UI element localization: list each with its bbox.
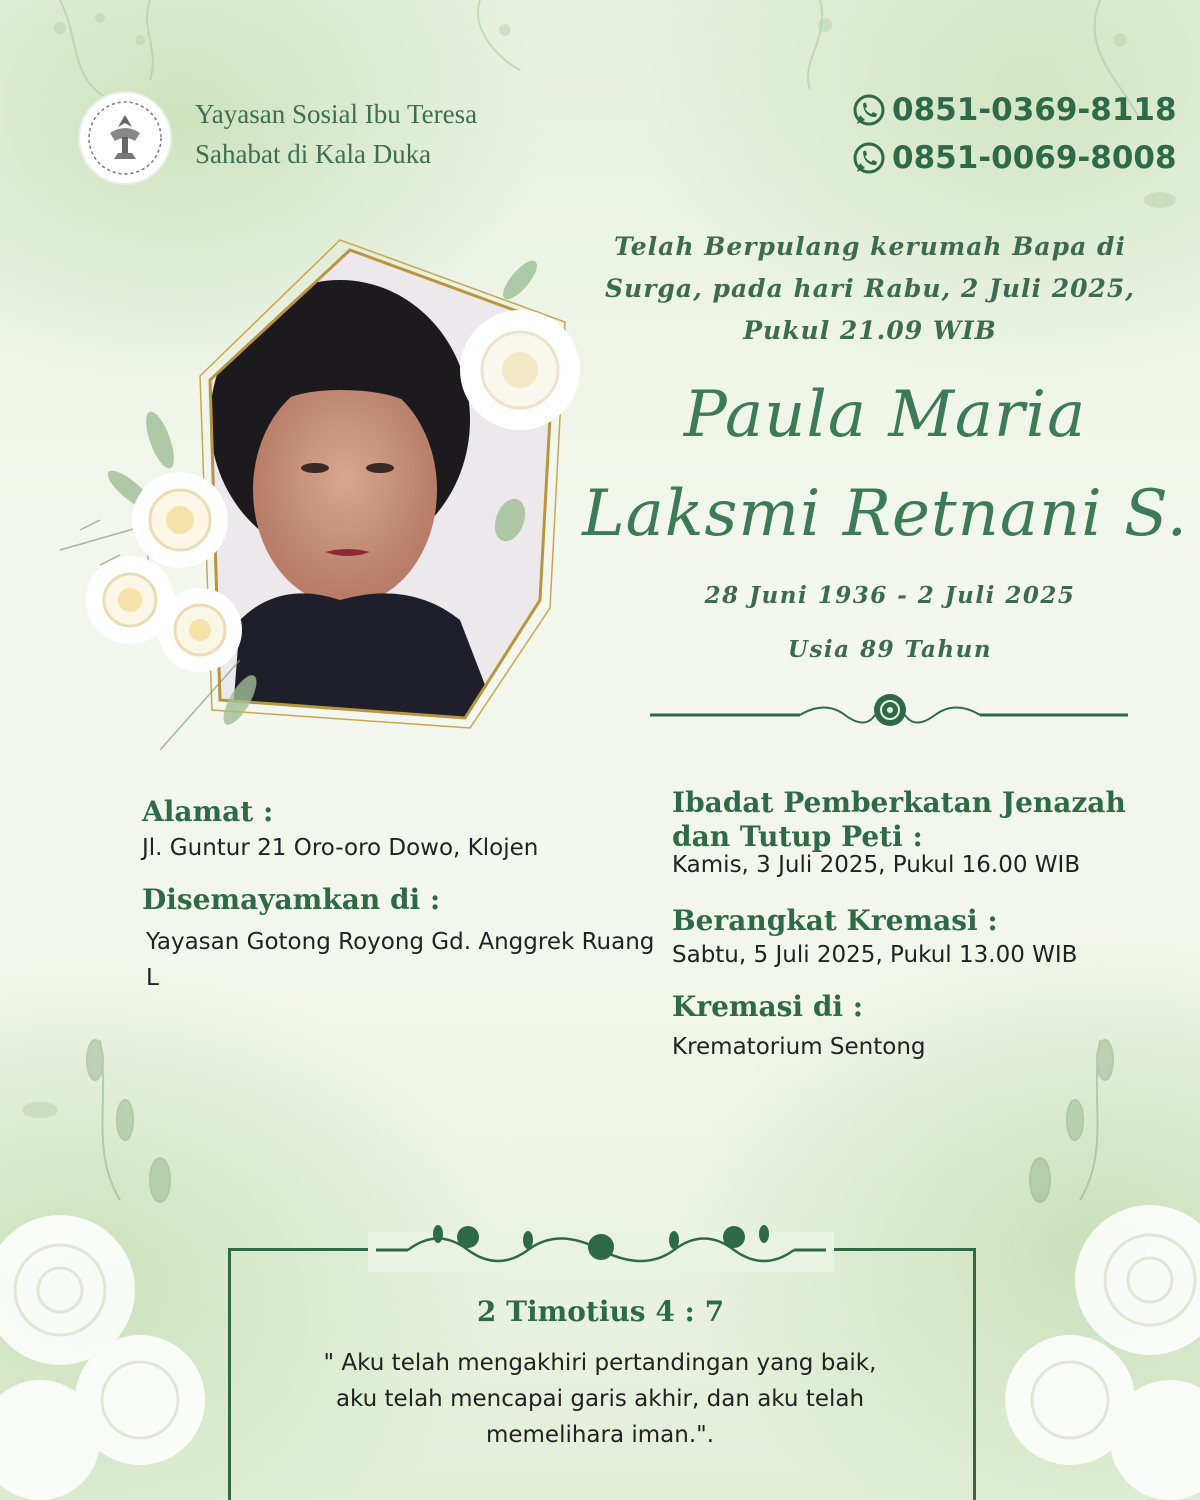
cremation-place: Krematorium Sentong xyxy=(672,1034,926,1060)
address-heading: Alamat : xyxy=(142,795,274,828)
verse-ornament xyxy=(368,1212,834,1282)
lying-in-state-heading: Disemayamkan di : xyxy=(142,883,441,916)
age: Usia 89 Tahun xyxy=(787,636,993,663)
verse-reference: 2 Timotius 4 : 7 xyxy=(476,1295,725,1328)
phone-number-text: 0851-0069-8008 xyxy=(892,140,1177,176)
service-time: Kamis, 3 Juli 2025, Pukul 16.00 WIB xyxy=(672,852,1081,878)
cremation-heading: Kremasi di : xyxy=(672,990,864,1023)
portrait-photo xyxy=(190,230,570,750)
phone-number-1[interactable] xyxy=(852,92,1177,128)
organization-tagline: Sahabat di Kala Duka xyxy=(195,139,432,169)
whatsapp-icon xyxy=(852,141,886,175)
organization-name: Yayasan Sosial Ibu Teresa xyxy=(195,99,478,129)
ornament-divider xyxy=(650,690,1130,734)
address-text: Jl. Guntur 21 Oro-oro Dowo, Klojen xyxy=(142,835,539,861)
phone-number-2[interactable] xyxy=(852,140,1177,176)
service-heading: Ibadat Pemberkatan Jenazah dan Tutup Peti : xyxy=(672,786,1126,853)
phone-number-text: 0851-0369-8118 xyxy=(892,92,1177,128)
organization-logo xyxy=(80,93,170,183)
deceased-name-line-1: Paula Maria xyxy=(683,378,1087,452)
deceased-name-line-2: Laksmi Retnani S. xyxy=(582,477,1188,551)
passing-announcement: Telah Berpulang kerumah Bapa di Surga, pada hari Rabu, 2 Juli 2025, Pukul 21.09 WIB xyxy=(605,232,1135,345)
portrait-frame xyxy=(40,230,600,770)
whatsapp-icon xyxy=(852,93,886,127)
life-dates: 28 Juni 1936 - 2 Juli 2025 xyxy=(704,582,1076,609)
departure-heading: Berangkat Kremasi : xyxy=(672,904,998,937)
departure-time: Sabtu, 5 Juli 2025, Pukul 13.00 WIB xyxy=(672,942,1078,968)
lying-in-state-place: Yayasan Gotong Royong Gd. Anggrek Ruang L xyxy=(146,929,655,991)
verse-text: " Aku telah mengakhiri pertandingan yang baik, aku telah mencapai garis akhir, dan aku telah memelihara iman.". xyxy=(323,1350,877,1448)
